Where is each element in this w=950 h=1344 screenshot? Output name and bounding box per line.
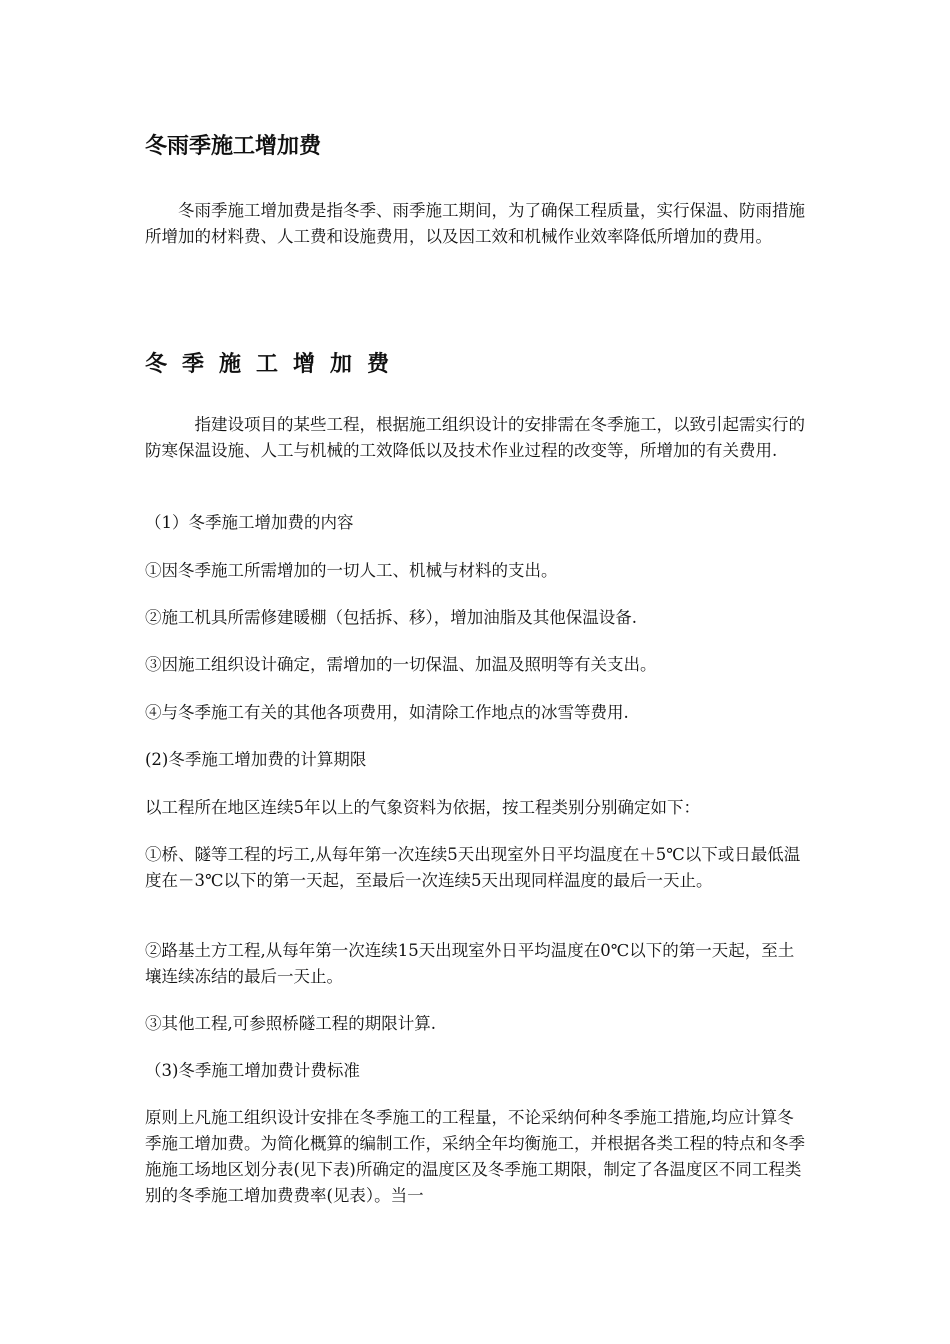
subheading-contents: （1）冬季施工增加费的内容 <box>145 513 354 532</box>
period-intro: 以工程所在地区连续5年以上的气象资料为依据，按工程类别分别确定如下： <box>145 798 700 817</box>
list-item: ③因施工组织设计确定，需增加的一切保温、加温及照明等有关支出。 <box>145 655 657 674</box>
list-item: ③其他工程,可参照桥隧工程的期限计算. <box>145 1014 436 1033</box>
list-item: ①桥、隧等工程的圬工,从每年第一次连续5天出现室外日平均温度在＋5℃以下或日最低温度在－3℃以下的第一天起，至最后一次连续5天出现同样温度的最后一天止。 <box>145 845 801 890</box>
section-title-winter-rainy: 冬雨季施工增加费 <box>145 134 322 159</box>
subheading-standard: （3)冬季施工增加费计费标准 <box>145 1061 360 1080</box>
subheading-period: (2)冬季施工增加费的计算期限 <box>145 750 367 769</box>
list-item: ②路基土方工程,从每年第一次连续15天出现室外日平均温度在0℃以下的第一天起，至土壤连续冻结的最后一天止。 <box>145 941 795 986</box>
section-intro-winter: 指建设项目的某些工程，根据施工组织设计的安排需在冬季施工，以致引起需实行的防寒保温设施、人工与机械的工效降低以及技术作业过程的改变等，所增加的有关费用. <box>145 415 805 460</box>
list-item: ①因冬季施工所需增加的一切人工、机械与材料的支出。 <box>145 561 558 580</box>
section-title-winter: 冬季施工增加费 <box>145 352 405 377</box>
list-item: ②施工机具所需修建暖棚（包括拆、移），增加油脂及其他保温设备. <box>145 608 637 627</box>
standard-paragraph: 原则上凡施工组织设计安排在冬季施工的工程量，不论采纳何种冬季施工措施,均应计算冬季施工增加费。为简化概算的编制工作，采纳全年均衡施工，并根据各类工程的特点和冬季施施工场地区划分表(见下表)所确定的温度区及冬季施工期限，制定了各温度区不同工程类别的冬季施工增加费费率(见表）。当一 <box>145 1108 805 1205</box>
list-item: ④与冬季施工有关的其他各项费用，如清除工作地点的冰雪等费用. <box>145 703 629 722</box>
section-paragraph-winter-rainy: 冬雨季施工增加费是指冬季、雨季施工期间，为了确保工程质量，实行保温、防雨措施所增加的材料费、人工费和设施费用，以及因工效和机械作业效率降低所增加的费用。 <box>145 201 805 246</box>
